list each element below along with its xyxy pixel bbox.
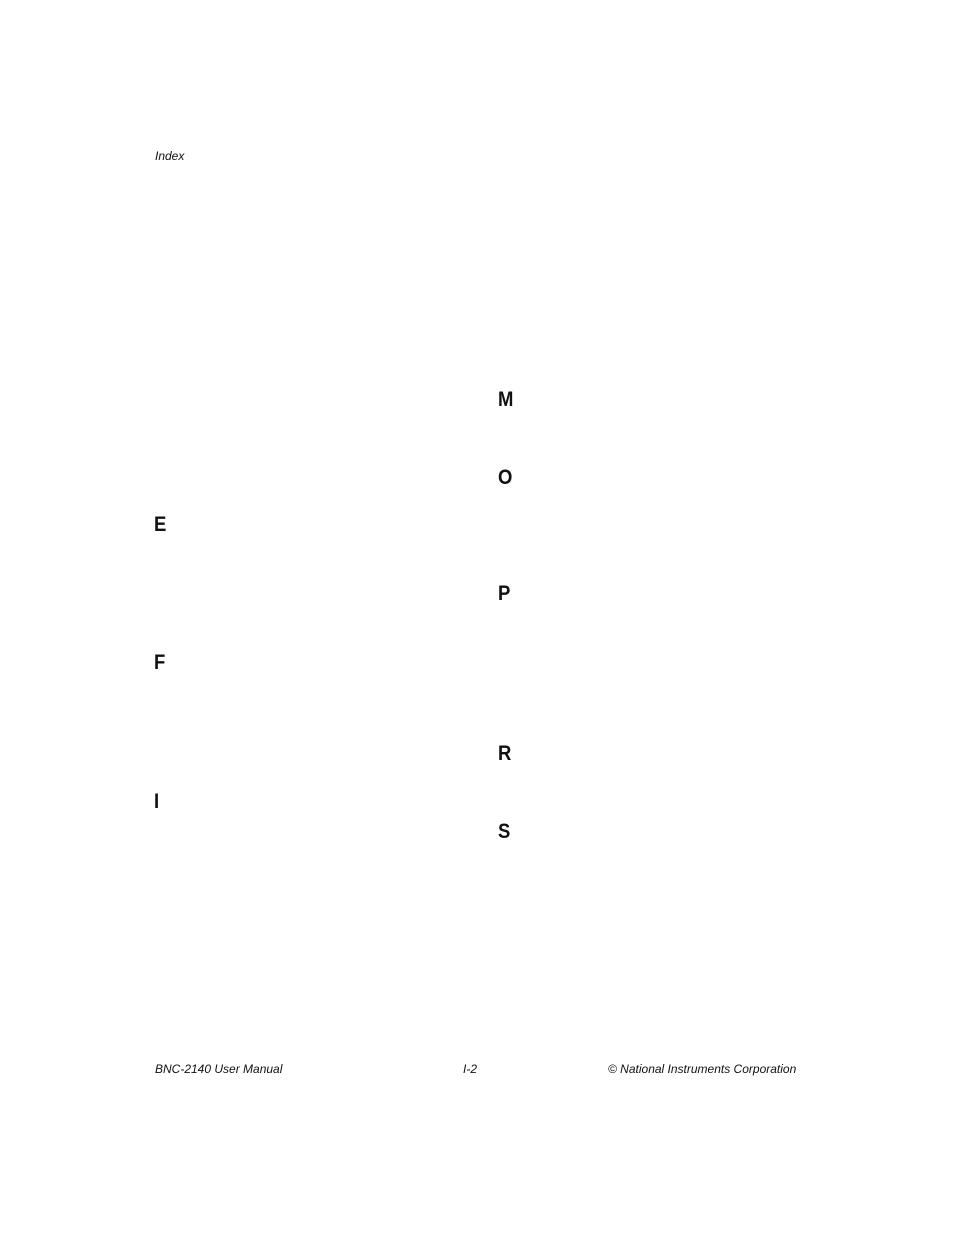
index-letter-heading: P: [498, 582, 511, 605]
running-head: Index: [155, 149, 185, 163]
footer-page-number: I-2: [463, 1062, 478, 1076]
index-letter-heading: M: [498, 388, 514, 411]
index-letter-heading: R: [498, 742, 512, 765]
index-letter-heading: O: [498, 466, 513, 489]
index-letter-heading: F: [154, 651, 166, 674]
footer-manual-title: BNC-2140 User Manual: [155, 1062, 283, 1076]
index-letter-heading: E: [154, 513, 167, 536]
footer-copyright: © National Instruments Corporation: [608, 1062, 797, 1076]
index-letter-heading: S: [498, 820, 511, 843]
index-letter-heading: I: [154, 790, 160, 813]
